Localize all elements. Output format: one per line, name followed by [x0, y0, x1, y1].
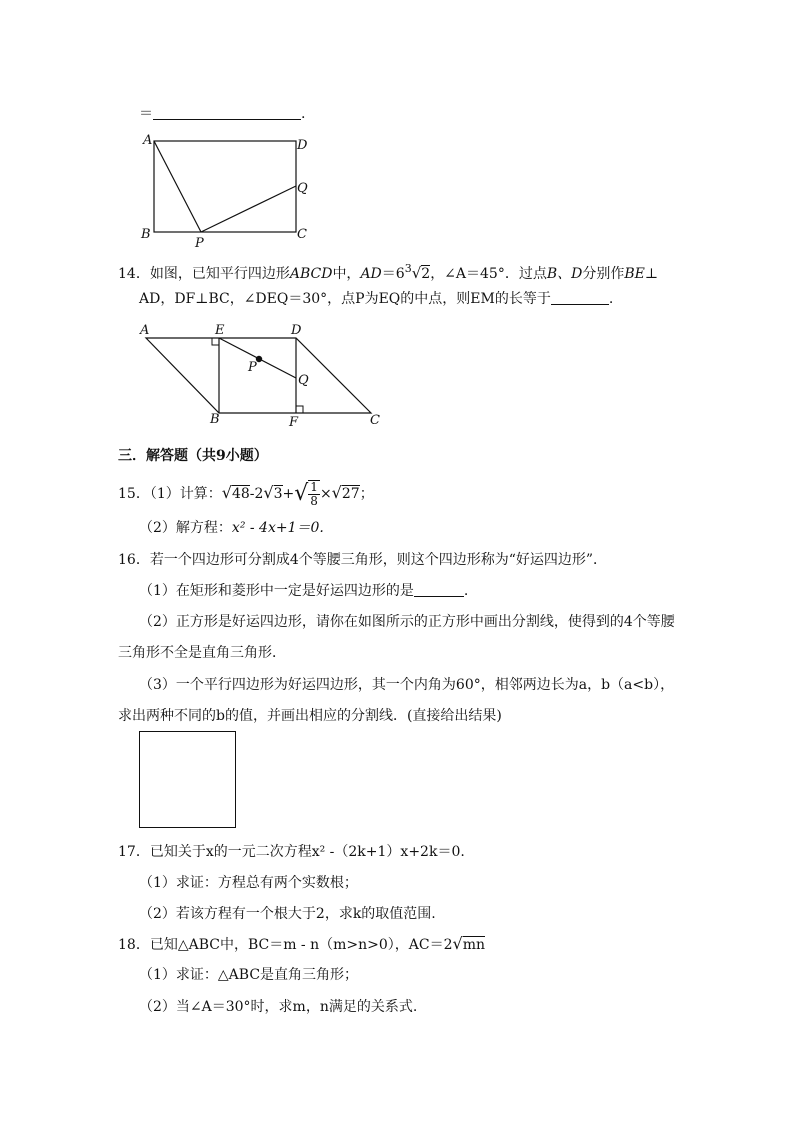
q14-line1 — [118, 259, 658, 284]
q17-p2: （2）若该方程有一个根大于2，求k的取值范围. — [139, 906, 436, 922]
q13-segment-ap — [154, 141, 201, 232]
q16-p3a: （3）一个平行四边形为好运四边形，其一个内角为60°，相邻两边长为a，b（a<b）， — [139, 677, 675, 693]
q15-semi: ； — [359, 486, 374, 502]
q17-line1: 17．已知关于x的一元二次方程x² -（2k+1）x+2k＝0. — [118, 844, 465, 860]
q18-sqrt-sign: √ — [452, 934, 463, 953]
q14-perp: ⊥ — [644, 266, 659, 282]
q13-rectangle — [154, 141, 296, 232]
q14-label-a: A — [140, 323, 150, 338]
section-title: 三．解答题（共9小题） — [118, 448, 268, 464]
q15-times: × — [319, 486, 332, 502]
q16-p2a: （2）正方形是好运四边形，请你在如图所示的正方形中画出分割线，使得到的4个等腰 — [139, 614, 675, 630]
q15-frac-den: 8 — [310, 494, 318, 508]
q15-p2-pre: （2）解方程： — [139, 520, 232, 536]
q13-label-d: D — [297, 138, 308, 153]
q15-p2-eq: x² - 4x+1＝0. — [231, 520, 324, 536]
q14-sqrt-sign: √ — [411, 264, 422, 282]
q13-segment-pq — [201, 186, 296, 232]
q14-point-p — [256, 356, 262, 362]
q14-parallelogram — [146, 338, 371, 413]
q13-label-c: C — [297, 227, 307, 242]
q13-figure — [140, 130, 340, 250]
q15-root2: 3 — [273, 486, 283, 502]
q15-root3: 27 — [341, 486, 360, 502]
q14-label-q: Q — [298, 373, 309, 388]
q14-eq: ＝6 — [381, 266, 405, 282]
q14-root-arg: 2 — [421, 266, 431, 282]
q13-lead: ＝ — [139, 106, 153, 122]
q14-be: BE — [624, 266, 645, 282]
q16-p3b: 求出两种不同的b的值，并画出相应的分割线．(直接给出结果) — [118, 708, 502, 724]
q15-line2 — [139, 518, 324, 538]
q14-root-coef: 3 — [404, 262, 412, 275]
q18-p2: （2）当∠A＝30°时，求m，n满足的关系式. — [139, 999, 418, 1015]
q15-minus: -2 — [249, 486, 264, 502]
q14-label-c: C — [370, 413, 380, 428]
q14-text-d: 分别作 — [582, 266, 625, 282]
q16-p2b: 三角形不全是直角三角形． — [118, 645, 286, 661]
q15-plus: + — [282, 486, 295, 502]
q15-sqrt4-sign: √ — [331, 483, 342, 502]
q13-label-a: A — [143, 133, 153, 148]
q16-line1: 16．若一个四边形可分割成4个等腰三角形，则这个四边形称为“好运四边形”． — [118, 552, 608, 568]
q14-label-e: E — [215, 323, 225, 338]
q15-frac-num: 1 — [310, 480, 318, 494]
q15-sqrt3-sign: √ — [294, 481, 309, 506]
q14-text-a: 14．如图，已知平行四边形 — [118, 266, 290, 282]
q14-text-b: 中， — [332, 266, 361, 282]
q14-right-angle-e — [212, 338, 219, 345]
q16-p1 — [139, 581, 468, 601]
q16-p1-text: （1）在矩形和菱形中一定是好运四边形的是 — [139, 583, 414, 599]
q14-label-b: B — [210, 412, 220, 427]
q14-text-c: ，∠A＝45°．过点 — [430, 266, 547, 282]
q18-root: mn — [462, 937, 486, 953]
q13-answer-blank[interactable] — [153, 105, 301, 120]
q13-label-b: B — [141, 227, 151, 242]
q14-answer-blank[interactable] — [551, 290, 609, 305]
q14-ad: AD — [360, 266, 382, 282]
q13-label-q: Q — [297, 181, 308, 196]
q14-figure — [136, 320, 386, 430]
q13-end: . — [301, 106, 306, 122]
q15-sqrt2-sign: √ — [263, 483, 274, 502]
q14-bd: B、D — [546, 266, 583, 282]
q15-line1 — [118, 479, 374, 507]
q16-square-figure[interactable] — [139, 731, 236, 828]
q13-answer-line — [139, 104, 305, 124]
q14-line2 — [139, 289, 613, 309]
q15-sqrt1-sign: √ — [221, 483, 232, 502]
q16-p1-blank[interactable] — [414, 582, 464, 597]
q15-fraction — [308, 480, 320, 508]
q13-label-p: P — [195, 236, 204, 251]
q14-end: . — [608, 291, 614, 307]
q18-line1 — [118, 934, 485, 955]
q14-label-d: D — [291, 323, 302, 338]
q14-text-e: AD，DF⊥BC，∠DEQ＝30°，点P为EQ的中点，则EM的长等于 — [139, 291, 551, 307]
q14-right-angle-f — [296, 406, 303, 413]
q14-label-p: P — [248, 360, 257, 375]
q17-p1: （1）求证：方程总有两个实数根； — [139, 875, 358, 891]
q18-p1: （1）求证：△ABC是直角三角形； — [139, 967, 359, 983]
q14-abcd: ABCD — [289, 266, 333, 282]
q15-head: 15．（1）计算： — [118, 486, 222, 502]
q14-label-f: F — [289, 415, 299, 430]
q16-p1-end: . — [463, 583, 469, 599]
q18-text: 18．已知△ABC中，BC＝m - n（m>n>0），AC＝2 — [118, 937, 453, 953]
q15-root1: 48 — [231, 486, 250, 502]
